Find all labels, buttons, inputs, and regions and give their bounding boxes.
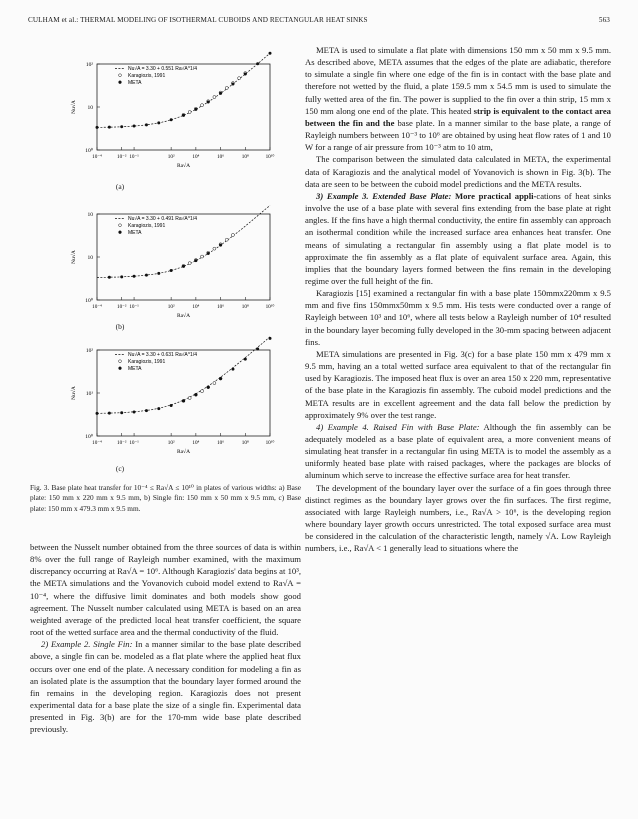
x-tick-label: 10⁸	[241, 304, 249, 310]
y-axis-label: Nu√A	[71, 250, 77, 264]
chart-b-label: (b)	[115, 322, 125, 331]
example-2-body: In a manner similar to the base plate described above, a single fin can be. modeled as a flat plate where the applied heat flux occurs over one end of the plate. A necessary condition for modeling a fin as an isolated plate is the assumption that the boundary layer formed around the fin remains in the developing region. Karagiozis does not present experimental data for a base plate the size of a single fin. Experimental data presented in Fig. 3(b) are for the 170-mm wide base plate described previously.	[30, 639, 301, 735]
chart-b	[35, 208, 275, 338]
legend-marker	[119, 224, 122, 227]
meta-point	[182, 399, 185, 402]
y-tick-label: 10	[87, 105, 93, 111]
y-tick-label: 10	[87, 255, 93, 261]
running-title: CULHAM et al.: THERMAL MODELING OF ISOTHERMAL CUBOIDS AND RECTANGULAR HEAT SINKS	[28, 16, 368, 24]
right-paragraph-1-bold: strip is equivalent to the contact area between the fin and the	[305, 105, 611, 128]
y-tick-label: 10²	[85, 62, 93, 68]
meta-point	[145, 274, 148, 277]
x-axis-label: Ra√A	[176, 313, 191, 319]
chart-c-label: (c)	[115, 464, 125, 473]
meta-point	[108, 412, 111, 415]
meta-point	[269, 337, 272, 340]
x-tick-label: 10²	[167, 304, 175, 310]
x-tick-label: 10⁶	[217, 154, 225, 160]
figure-caption: Fig. 3. Base plate heat transfer for 10⁻⁴ ≤ Ra√A ≤ 10¹⁰ in plates of various widths: a) Base plate: 150 mm x 220 mm x 9.5 mm, b) Single fin: 150 mm x 50 mm x 9.5 mm, c) Base plate: 150 mm x 479.3 mm x 9.5 mm.	[30, 483, 301, 513]
meta-point	[108, 276, 111, 279]
chart-c	[35, 344, 275, 474]
meta-point	[120, 411, 123, 414]
meta-point	[207, 252, 210, 255]
x-tick-label: 10⁴	[192, 440, 200, 446]
legend-marker	[119, 360, 122, 363]
example-4-heading: 4) Example 4. Raised Fin with Base Plate:	[316, 421, 480, 432]
meta-point	[207, 100, 210, 103]
meta-point	[120, 125, 123, 128]
y-tick-label: 10⁰	[85, 434, 93, 440]
meta-point	[219, 244, 222, 247]
meta-point	[219, 92, 222, 95]
meta-point	[170, 118, 173, 121]
chart-c-svg	[35, 344, 275, 459]
right-paragraph-5: META simulations are presented in Fig. 3(c) for a base plate 150 mm x 479 mm x 9.5 mm, having an a total wetted surface area equivalent to that of the rectangular fin used by Karagiozis. The imposed heat flux is over an area 150 x 220 mm, representative of the base plate in the Karagiozis fin assembly. The cuboid model predictions and the META results are in excellent agreement and the data fall below the prediction by approximately 9% over the test range.	[305, 348, 611, 420]
meta-point	[256, 62, 259, 65]
karagiozis-point	[213, 96, 216, 99]
x-tick-label: 10⁻²	[116, 304, 127, 310]
meta-point	[145, 409, 148, 412]
meta-point	[145, 123, 148, 126]
legend-marker	[119, 367, 122, 370]
meta-point	[96, 126, 99, 129]
x-tick-label: 10⁻⁴	[92, 154, 102, 160]
x-axis-label: Ra√A	[176, 163, 191, 169]
meta-point	[231, 82, 234, 85]
meta-point	[194, 259, 197, 262]
chart-a	[35, 58, 275, 188]
legend-entry: META	[128, 230, 142, 236]
karagiozis-point	[188, 262, 191, 265]
meta-point	[194, 393, 197, 396]
meta-point	[157, 272, 160, 275]
meta-point	[96, 412, 99, 415]
plot-frame	[97, 350, 270, 436]
meta-point	[133, 410, 136, 413]
karagiozis-point	[201, 104, 204, 107]
chart-a-label: (a)	[115, 182, 125, 191]
meta-point	[244, 73, 247, 76]
meta-point	[219, 377, 222, 380]
karagiozis-point	[213, 247, 216, 250]
karagiozis-point	[238, 77, 241, 80]
x-axis-label: Ra√A	[176, 449, 191, 455]
karagiozis-point	[225, 238, 228, 241]
right-paragraph-4: Karagiozis [15] examined a rectangular fin with a base plate 150mmx220mm x 9.5 mm and five fins 150mmx50mm x 9.5 mm. His tests were conducted over a range of Rayleigh between 10³ and 10⁶, where all tests below a Rayleigh number of 10⁴ resulted in the boundary layer becoming fully developed in the 30-mm spacing between adjacent fins.	[305, 288, 611, 347]
right-paragraph-1	[305, 44, 611, 153]
legend-marker	[119, 81, 122, 84]
right-paragraph-2: The comparison between the simulated data calculated in META, the experimental data of Karagiozis and the analytical model of Yovanovich is shown in Fig. 3(b). The data are seen to be between the cuboid model predictions and the META results.	[305, 154, 611, 189]
x-tick-label: 10⁸	[241, 440, 249, 446]
legend-entry: Nu√A = 3.30 + 0.631 Ra√A^1/4	[128, 352, 197, 358]
karagiozis-point	[231, 233, 234, 236]
karagiozis-point	[225, 86, 228, 89]
right-paragraph-3	[305, 190, 611, 287]
example-3-bold: More practical appli-	[451, 190, 537, 201]
left-paragraph-2	[30, 638, 301, 735]
left-column	[30, 541, 301, 736]
meta-point	[269, 52, 272, 55]
x-tick-label: 10⁻⁴	[92, 440, 102, 446]
y-tick-label: 10⁰	[85, 148, 93, 154]
meta-point	[120, 275, 123, 278]
legend-entry: Nu√A = 3.30 + 0.491 Ra√A^1/4	[128, 216, 197, 222]
plot-frame	[97, 64, 270, 150]
meta-point	[133, 125, 136, 128]
x-tick-label: 10⁴	[192, 304, 200, 310]
x-tick-label: 10¹⁰	[265, 154, 275, 160]
y-tick-label: 10¹	[85, 391, 93, 397]
legend-entry: Karagiozis, 1991	[128, 359, 166, 365]
x-tick-label: 10¹⁰	[265, 304, 275, 310]
meta-point	[133, 275, 136, 278]
karagiozis-point	[201, 390, 204, 393]
karagiozis-point	[188, 397, 191, 400]
karagiozis-point	[201, 255, 204, 258]
page-number: 563	[598, 16, 610, 24]
meta-point	[194, 108, 197, 111]
example-2-heading: 2) Example 2. Single Fin:	[41, 639, 133, 650]
x-tick-label: 10⁻²	[116, 154, 127, 160]
y-axis-label: Nu√A	[71, 100, 77, 114]
x-tick-label: 10⁶	[217, 440, 225, 446]
karagiozis-point	[213, 382, 216, 385]
x-tick-label: 10¹⁰	[265, 440, 275, 446]
running-header	[28, 16, 610, 28]
x-tick-label: 10⁻¹	[129, 304, 139, 310]
meta-point	[207, 386, 210, 389]
y-axis-label: Nu√A	[71, 386, 77, 400]
y-tick-label: 10²	[85, 348, 93, 354]
example-4-body: Although the fin assembly can be adequately modeled as a base plate of equivalent area, a more convenient means of simulating heat transfer in a rectangular fin using META is to model the assembly as a uniformly heated base plate with raised packages, where the packages are blocks of aluminum which serve to increase the effective surface area for heat transfer.	[305, 421, 612, 481]
meta-point	[182, 114, 185, 117]
karagiozis-point	[188, 111, 191, 114]
x-tick-label: 10⁴	[192, 154, 200, 160]
meta-point	[244, 358, 247, 361]
right-paragraph-7: The development of the boundary layer over the surface of a fin goes through three distinct regimes as the boundary layer grows over the fin surfaces. The first regime, associated with large Rayleigh numbers, i.e., Ra√A > 10⁶, is the developing region where boundary layer growth occurs unrestricted. The total exposed surface area must be considered in the calculation of the characteristic length, namely √A. Low Rayleigh numbers, i.e., Ra√A < 1 generally lead to situations where the	[305, 482, 611, 554]
x-tick-label: 10⁻²	[116, 440, 127, 446]
chart-b-svg	[35, 208, 275, 323]
x-tick-label: 10⁻¹	[129, 154, 139, 160]
legend-entry: META	[128, 80, 142, 86]
legend-marker	[119, 74, 122, 77]
legend-entry: META	[128, 366, 142, 372]
chart-a-svg	[35, 58, 275, 173]
legend-entry: Nu√A = 3.30 + 0.551 Ra√A^1/4	[128, 66, 197, 72]
left-paragraph-1: between the Nusselt number obtained from the three sources of data is within 8% over the full range of Rayleigh number examined, with the maximum discrepancy occurring at Ra√A = 10⁶. Although Karagiozis' data begins at 10³, the META simulations and the Yovanovich cuboid model extend to Ra√A = 10⁻⁴, where the diffusive limit dominates and both models show good agreement. The Nusselt number calculated using META is based on an area weighted average of the predicted local heat transfer coefficient, the square root of the wetted surface area and the thermal conductivity of the fluid.	[30, 542, 301, 638]
meta-point	[170, 404, 173, 407]
example-3-heading: 3) Example 3. Extended Base Plate:	[316, 190, 452, 201]
meta-point	[108, 126, 111, 129]
example-3-body: cations of heat sinks involve the use of a base plate with several fins extending from the base plate at right angles. If the fins have a high thermal conductivity, the entire fin assembly can approach an isothermal condition while the increased surface area enhances heat transfer. One means of simulating a rectangular fin assembly using a flat plate model is to approximate the fin assembly as a flat plate of equivalent surface area. Again, this implies that the boundary layers formed between the fins remain in the developing regime over the full height of the fin.	[305, 190, 611, 286]
y-tick-label: 10	[87, 212, 93, 218]
legend-entry: Karagiozis, 1991	[128, 223, 166, 229]
meta-point	[157, 121, 160, 124]
x-tick-label: 10⁶	[217, 304, 225, 310]
right-paragraph-6	[305, 421, 611, 482]
x-tick-label: 10²	[167, 154, 175, 160]
x-tick-label: 10⁸	[241, 154, 249, 160]
meta-point	[256, 347, 259, 350]
legend-entry: Karagiozis, 1991	[128, 73, 166, 79]
y-tick-label: 10⁰	[85, 298, 93, 304]
x-tick-label: 10²	[167, 440, 175, 446]
right-column	[305, 44, 611, 555]
meta-point	[170, 269, 173, 272]
meta-point	[231, 368, 234, 371]
legend-marker	[119, 231, 122, 234]
x-tick-label: 10⁻¹	[129, 440, 139, 446]
right-paragraph-1a: META is used to simulate a flat plate with dimensions 150 mm x 50 mm x 9.5 mm. As described above, META assumes that the edges of the plate are adiabatic, therefore to simulate a single fin where one edge of the fin is in contact with the base plate and therefore not wetted by the fluid, a plate 159.5 mm x 54.5 mm is used to simulate the fully wetted area of the fin. The power is supplied to the fin over a thin strip, 15 mm x 150 mm along one end of the plate. This heated	[305, 45, 611, 116]
meta-point	[182, 265, 185, 268]
x-tick-label: 10⁻⁴	[92, 304, 102, 310]
right-paragraph-1b: base plate. In a manner similar to the base plate, a range of Rayleigh numbers between 10⁻³ to 10⁶ are obtained by using heat flow rates of 1 and 10 W for a range of air pressure from 10⁻³ atm to 10 atm,	[305, 117, 611, 153]
meta-point	[157, 407, 160, 410]
